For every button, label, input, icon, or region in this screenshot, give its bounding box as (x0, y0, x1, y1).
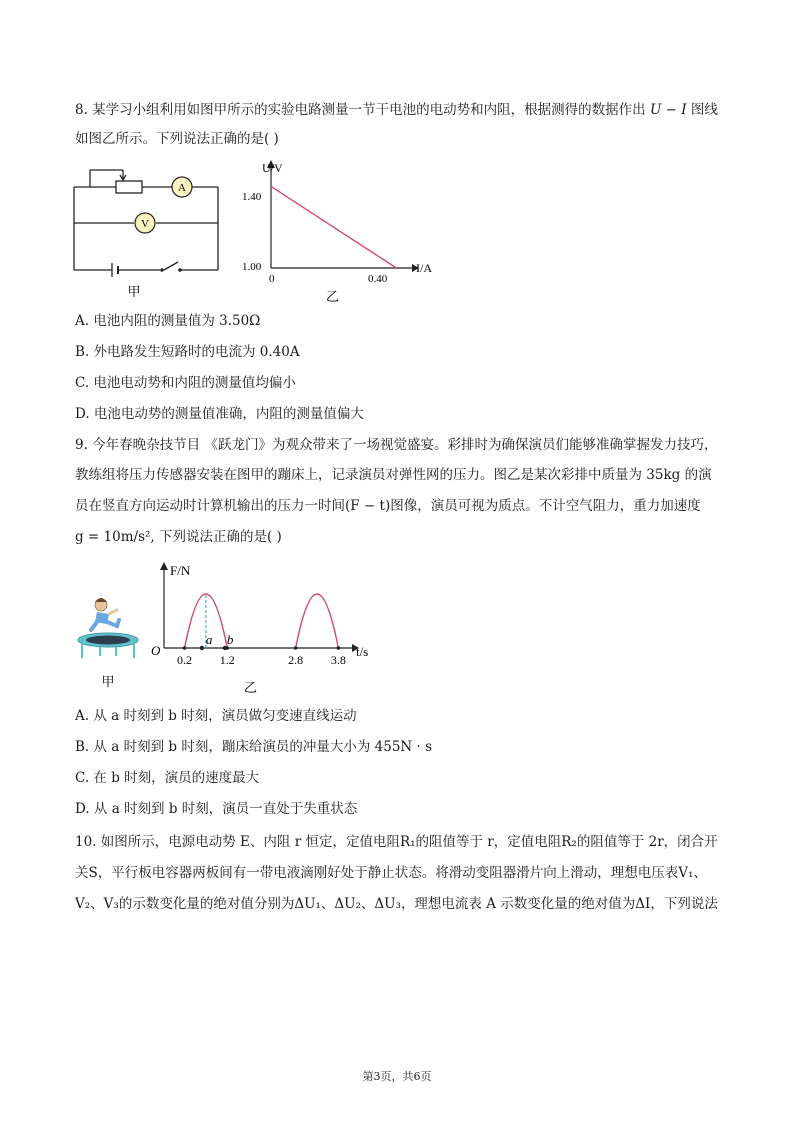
q8-y-tick-100: 1.00 (242, 261, 262, 273)
q9-x-tick-dot-3 (337, 646, 341, 650)
q10-stem-line3: V₂、V₃的示数变化量的绝对值分别为ΔU₁、ΔU₂、ΔU₃，理想电流表 A 示数变化量的绝对值为ΔI，下列说法 (75, 896, 718, 912)
svg-text:V: V (141, 218, 149, 230)
q9-trampoline-illustration (75, 592, 145, 690)
q9-option-d[interactable]: D. 从 a 时刻到 b 时刻，演员一直处于失重状态 (75, 801, 358, 817)
q9-stem-line4: g = 10m/s², 下列说法正确的是( ) (75, 529, 282, 545)
performer-icon (91, 598, 119, 630)
q9-x-label: t/s (356, 644, 369, 659)
rheostat (116, 181, 142, 193)
q9-label-b: b (226, 632, 234, 647)
q9-option-b[interactable]: B. 从 a 时刻到 b 时刻，蹦床给演员的冲量大小为 455N · s (75, 739, 433, 755)
q9-origin-label: O (151, 643, 161, 658)
q9-x-tick-dot-0 (183, 646, 187, 650)
page-footer: 第3页，共6页 (362, 1070, 432, 1083)
q8-x-tick-040: 0.40 (368, 273, 388, 285)
q8-stem-line1: 8. 某学习小组利用如图甲所示的实验电路测量一节干电池的电动势和内阻，根据测得的数据作出 U − I 图线 (75, 102, 718, 118)
q8-u-i-math: U − I (649, 102, 687, 118)
q8-option-c[interactable]: C. 电池电动势和内阻的测量值均偏小 (75, 375, 296, 391)
q9-x-tick-0.2: 0.2 (177, 653, 193, 667)
trampoline-icon (78, 633, 138, 658)
q8-y-tick-140: 1.40 (242, 191, 262, 203)
q9-fig-yi-caption: 乙 (244, 680, 258, 695)
q9-ft-graph (148, 560, 388, 700)
q8-ui-graph (240, 158, 430, 308)
q8-option-b[interactable]: B. 外电路发生短路时的电流为 0.40A (75, 344, 300, 360)
q8-x-label: I/A (416, 261, 432, 275)
q8-circuit-diagram (68, 160, 233, 302)
q9-point-a (200, 646, 204, 650)
q9-x-tick-dot-2 (294, 646, 298, 650)
q9-force-pulse-2 (296, 594, 339, 648)
q8-option-a[interactable]: A. 电池内阻的测量值为 3.50Ω (75, 313, 261, 329)
q8-option-d[interactable]: D. 电池电动势的测量值准确，内阻的测量值偏大 (75, 406, 364, 422)
q9-y-label: F/N (170, 563, 191, 578)
q9-x-tick-2.8: 2.8 (288, 653, 304, 667)
q9-fig-jia-caption: 甲 (101, 674, 115, 689)
q9-x-tick-1.2: 1.2 (219, 653, 235, 667)
q9-stem-line2: 教练组将压力传感器安装在图甲的蹦床上，记录演员对弹性网的压力。图乙是某次彩排中质量为 35kg 的演 (75, 467, 712, 483)
q8-origin-label: 0 (269, 273, 275, 285)
q8-y-label: U/V (262, 161, 283, 175)
q8-fig-yi-caption: 乙 (326, 289, 340, 304)
q9-option-c[interactable]: C. 在 b 时刻，演员的速度最大 (75, 770, 260, 786)
svg-text:A: A (178, 182, 186, 194)
q10-stem-line2: 关S，平行板电容器两板间有一带电液滴刚好处于静止状态。将滑动变阻器滑片向上滑动，理想电压表V₁、 (75, 865, 707, 881)
q9-stem-line3: 员在竖直方向运动时计算机输出的压力一时间(F − t)图像，演员可视为质点。不计空气阻力，重力加速度 (75, 498, 701, 514)
q9-label-a: a (205, 632, 213, 647)
q9-x-tick-3.8: 3.8 (330, 653, 346, 667)
q8-stem-line2: 如图乙所示。下列说法正确的是( ) (75, 131, 279, 147)
q8-ui-data-line (271, 186, 396, 268)
q9-option-a[interactable]: A. 从 a 时刻到 b 时刻，演员做匀变速直线运动 (75, 708, 357, 724)
q8-fig-jia-caption: 甲 (127, 284, 141, 299)
q9-stem-line1: 9. 今年春晚杂技节目 《跃龙门》为观众带来了一场视觉盛宴。彩排时为确保演员们能够准确掌握发力技巧， (75, 437, 718, 453)
q10-stem-line1: 10. 如图所示，电源电动势 E、内阻 r 恒定，定值电阻R₁的阻值等于 r，定值电阻R₂的阻值等于 2r，闭合开 (75, 834, 718, 850)
